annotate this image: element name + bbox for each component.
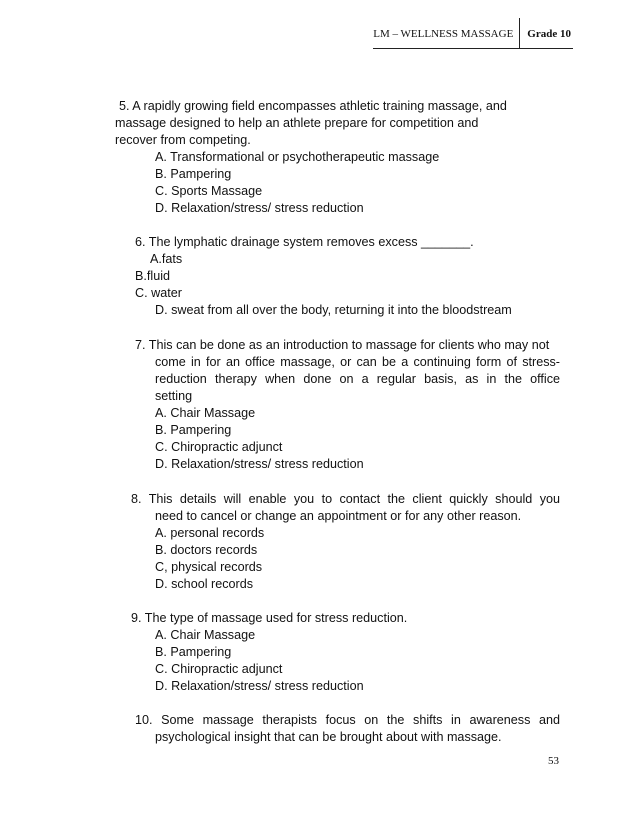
header-grade: Grade 10 (519, 18, 573, 48)
page-header (373, 18, 573, 49)
q7-option-a: A. Chair Massage (155, 406, 256, 420)
q5-stem-line-3: recover from competing. (115, 133, 251, 147)
q9-option-a: A. Chair Massage (155, 628, 256, 642)
q8-option-c: C, physical records (155, 560, 263, 574)
q6-stem: 6. The lymphatic drainage system removes excess _______. (135, 235, 474, 249)
q9-option-c: C. Chiropractic adjunct (155, 662, 283, 676)
q10-stem-line-2: psychological insight that can be brought about with massage. (155, 730, 502, 744)
q7-stem-line-1: 7. This can be done as an introduction to massage for clients who may not (135, 338, 550, 352)
q8-option-d: D. school records (155, 577, 253, 591)
q8-option-b: B. doctors records (155, 543, 258, 557)
q5-stem-line-2: massage designed to help an athlete prepare for competition and (115, 116, 479, 130)
page-number: 53 (548, 755, 559, 767)
q6-option-c: C. water (135, 286, 182, 300)
q7-stem-line-2: come in for an office massage, or can be a continuing form of stress- (155, 355, 560, 369)
q5-stem-line-1: 5. A rapidly growing field encompasses athletic training massage, and (119, 99, 507, 113)
q9-stem: 9. The type of massage used for stress reduction. (131, 611, 408, 625)
header-title: LM – WELLNESS MASSAGE (373, 28, 514, 40)
q5-option-d: D. Relaxation/stress/ stress reduction (155, 201, 364, 215)
q6-option-a: A.fats (150, 252, 183, 266)
q9-option-b: B. Pampering (155, 645, 232, 659)
q6-option-d: D. sweat from all over the body, returning it into the bloodstream (155, 303, 512, 317)
q5-option-a: A. Transformational or psychotherapeutic massage (155, 150, 440, 164)
q8-stem-line-2: need to cancel or change an appointment or for any other reason. (155, 509, 522, 523)
q5-option-b: B. Pampering (155, 167, 232, 181)
q9-option-d: D. Relaxation/stress/ stress reduction (155, 679, 364, 693)
q6-option-b: B.fluid (135, 269, 171, 283)
q8-stem-line-1: 8. This details will enable you to contact the client quickly should you (131, 492, 560, 506)
q7-stem-line-4: setting (155, 389, 193, 403)
q7-option-c: C. Chiropractic adjunct (155, 440, 283, 454)
q7-stem-line-3: reduction therapy when done on a regular basis, as in the office (155, 372, 560, 386)
q7-option-b: B. Pampering (155, 423, 232, 437)
q8-option-a: A. personal records (155, 526, 265, 540)
q10-stem-line-1: 10. Some massage therapists focus on the shifts in awareness and (135, 713, 560, 727)
q7-option-d: D. Relaxation/stress/ stress reduction (155, 457, 364, 471)
q5-option-c: C. Sports Massage (155, 184, 263, 198)
